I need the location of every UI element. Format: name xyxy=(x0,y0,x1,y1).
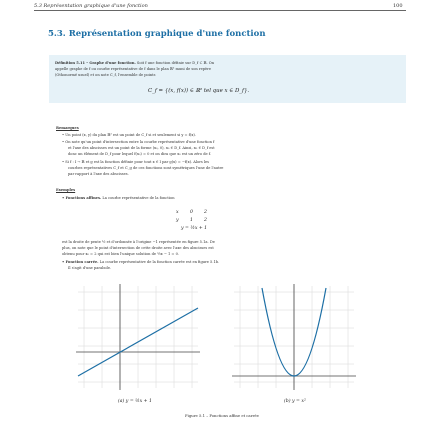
remark-item: • Un point (x, y) du plan ℝ² est un point de C_f si et seulement si y = f(x). xyxy=(62,133,196,137)
square-text: La courbe représentative de la fonction carrée est en figure 5.1b. xyxy=(99,260,220,264)
definition-line-1 xyxy=(55,61,214,65)
graph-grid xyxy=(78,286,198,388)
table-x-label: x xyxy=(176,210,179,215)
table-y-label: y xyxy=(176,218,179,223)
header-rule xyxy=(34,10,406,11)
remark-item: • On note qu'un point d'intersection entre la courbe représentative d'une fonction f xyxy=(62,140,214,144)
table-y-value: 1 xyxy=(190,218,193,223)
square-label: • Fonction carrée. xyxy=(62,260,99,264)
remark-item: courbes représentatives C_f et C_g de ces fonctions sont symétriques l'une de l'autre xyxy=(68,166,224,170)
remark-item: par rapport à l'axe des abscisses. xyxy=(68,172,129,176)
remark-item: et l'axe des abscisses est un point de la forme (x₀, 0), x₀ ∈ D_f. Ainsi, x₀ ∈ D_f est xyxy=(68,146,215,150)
remark-item: donc un élément de D_f pour lequel f(x₀) = 0 et on dira que x₀ est un zéro de f. xyxy=(68,152,212,156)
table-x-value: 2 xyxy=(204,210,207,215)
remark-item: • Si f : I → ℝ et g est la fonction définie pour tout x ∈ I par g(x) = −f(x). Alors les xyxy=(62,160,209,164)
figure-caption: Figure 5.1 – Fonctions affine et carrée xyxy=(185,413,259,418)
affine-description-3: obtenu pour x₀ = 2 qui est bien l'unique solution de ½x − 1 = 0. xyxy=(62,252,180,256)
running-header: 5.3 Représentation graphique d'une fonction xyxy=(34,3,148,9)
affine-text: La courbe représentative de la fonction xyxy=(102,196,175,200)
section-title: 5.3. Représentation graphique d'une fonction xyxy=(48,29,266,39)
square-graph xyxy=(228,280,360,394)
affine-intro xyxy=(62,196,175,200)
definition-label: Définition 5.11 – Graphe d'une fonction. xyxy=(55,61,136,65)
definition-line-3: (Othonormé usuel) et on note C_f, l'ensemble de points xyxy=(55,73,156,77)
affine-description-1: est la droite de pente ½ et d'ordonnée à l'origine −1 représentée en figure 5.1a. De xyxy=(62,240,215,244)
table-function: y = ½x + 1 xyxy=(181,226,208,231)
affine-description-2: plus, on note que le point d'intersection de cette droite avec l'axe des abscisses est xyxy=(62,246,214,250)
remarks-title: Remarques xyxy=(56,126,79,130)
affine-label: • Fonctions affines. xyxy=(62,196,101,200)
page-number: 100 xyxy=(393,3,403,9)
definition-line-1-text: Soit f une fonction définie sur D_f ⊂ ℝ. On xyxy=(136,61,215,65)
definition-line-2: appelle graphe de f ou courbe représentative de f dans le plan ℝ² muni de son repère xyxy=(55,67,211,71)
definition-formula: C_f = {(x, f(x)) ∈ ℝ² tel que x ∈ D_f}. xyxy=(148,88,250,94)
table-x-value: 0 xyxy=(190,210,193,215)
square-intro xyxy=(62,260,219,264)
graph-b-label: (b) y = x² xyxy=(284,399,306,404)
affine-graph xyxy=(72,280,204,394)
square-text-2: Il s'agit d'une parabole. xyxy=(68,266,112,270)
table-y-value: 2 xyxy=(204,218,207,223)
graph-a-label: (a) y = ½x + 1 xyxy=(118,399,152,404)
examples-title: Exemples xyxy=(56,188,76,192)
